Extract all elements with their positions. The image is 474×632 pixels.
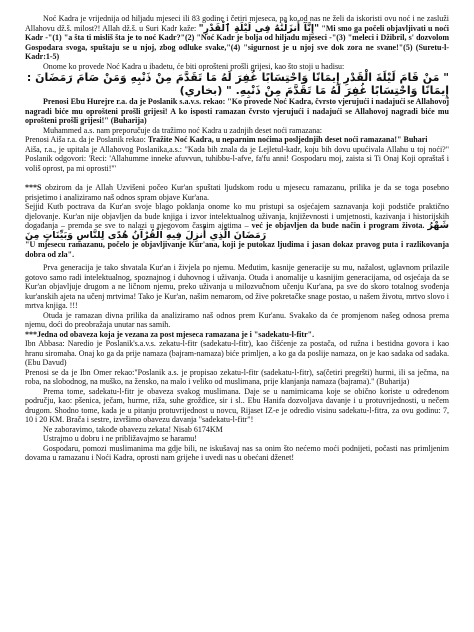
hadith2-source: Buhari <box>401 135 428 144</box>
sadaka-paragraph-2: Prenosi se da je Ibn Omer rekao:"Poslanik a.s. je propisao zekatu-l-fitr (sadekatu-l-fitr), sa(četiri pregršti) hurmi, ili sa ječma, na roba, na slobodnog, na muško, na žensko, na malo i veliko od muslimana, prije klanjanja namaza (bajrama)." (Buharija) <box>25 367 449 386</box>
closing-dua: Gospodaru, pomozi muslimanima ma gdje bili, ne iskušavaj nas sa onim što nećemo moći podnijeti, počasti nas primljenim dovama u ramazanu i Noći Kadra, oprosti nam grijehe i uvedi nas u obećani dženet! <box>25 443 449 462</box>
hadith1-arabic-line2: إِيمَانًا وَاحْتِسَابًا غُفِرَ لَهُ مَا تَقَدَّمَ مِنْ ذَنْبِهِ. " (بخاري) <box>179 84 449 97</box>
sadaka-paragraph-3: Prema tome, sadekatu-l-fitr je obaveza svakog muslimana. Daje se u namirnicama koje se obično koriste u određenom području, kao: pšenica, ječam, hurme, riža, suhe grožđice, sir i sl.. Ebu Hanifa dozvoljava davanje i u protuvrijednosti, u nečem drugom. Shodno tome, kada je u pitanju protuvrijednost u novcu, Rijaset IZ-e je odredio visinu sadekatu-l-fitra, za ovu godinu: 7, 10 i 20 KM. Brača i sestre, izvršimo obavezu davanja "sadekatu-l-fitr"! <box>25 386 449 424</box>
closing-line-1: Ustrajmo u dobru i ne približavajmo se haramu! <box>43 434 197 443</box>
intro-text: Noć Kadra je vrijednija od hiljadu mjeseci ili 83 godine i četiri mjeseca, pa ko od nas ne želi da iskoristi ovu noć i ne zasluži Allahovu dž.š. milost?! Allah dž.š. u Suri Kadr kaže: <box>25 14 449 33</box>
hadith2-text-bold: Tražite Noć Kadra, u neparnim noćima posljednjih deset noći ramazana!" <box>147 135 402 144</box>
ayah-arabic: "إِنَّآ أَنزَلْنَٰهُ فِى لَيْلَةِ ٱلْقَدْرِ" <box>198 22 320 34</box>
hadith1-arabic-line1: " مَنْ قَامَ لَيْلَةَ الْقَدْرِ إِيمَانًا وَاحْتِسَابًا غُفِرَ لَهُ مَا تَقَدَّمَ مِنْ ذَنْبِهِ وَمَنْ صَامَ رَمَضَانَ : <box>26 71 449 84</box>
sadaka-heading: ***Jedna od obaveza koja je vezana za post mjeseca ramazana je i "sadekatu-l-fitr". <box>25 329 315 339</box>
hadith2-dua-text: Aiša, r.a., je upitala je Allahovog Poslanika,a.s.: "Kada bih znala da je Lejletul-kadr, koju bih dovu upućivala Allahu u toj noći?" Poslanik odgovori: 'Reci: 'Allahumme inneke afuvvun, tuhibbu-l-afve, fa'fu anni! Gospodaru moj, zaista si Ti Onaj Koji opraštaš i voliš oprost, pa mi oprosti!'" <box>25 144 449 173</box>
ayah-translation: "Mi smo ga počeli objavljivati u noći Kadr -"(1) "a šta ti misliš šta je to noć Kadr?"(2) "Noć Kadr je bolja od hiljadu mjeseci -"(3) "meleci i Džibril, s' dozvolom Gospodara svoga, spuštaju se u njoj, zbog odluke svake,"(4) "sigurnost je u njoj sve dok zora ne svane!"(5) (Suretu-l-Kadr:1-5) <box>25 23 450 61</box>
hadith2-text-plain: Prenosi Aiša r.a. da je Poslanik rekao: <box>25 135 148 144</box>
quran-paragraph-1 <box>25 183 449 202</box>
hadith1-intro: Onome ko provede Noć Kadra u ibadetu, će biti oprošteni prošli grijesi, kao što stoji u hadisu: <box>43 61 345 71</box>
hadith1-translation: Prenosi Ebu Hurejre r.a. da je Poslanik s.a.v.s. rekao: "Ko provede Noć Kadra, čvrsto vjerujući i nadajući se Allahovoj nagradi biće mu oprošteni prošli grijesi! A ko isposti ramazan čvrsto vjerujući i nadajući se Allahovoj nagradi biće mu oprošteni prošli grijesi!" (Buharija) <box>25 97 449 125</box>
quran-p2-arabic: شَهْرُ رَمَضَانَ الَّذِي أُنزِلَ فِيهِ الْقُرْآنُ هُدًى لِلنَّاسِ وَبَيِّنَاتٍ مِنَ <box>25 220 450 241</box>
quran-p2-bold: već je objavljen da bude način i program života. <box>251 221 425 230</box>
quran-paragraph-4: Otuda je ramazan divna prilika da analiziramo naš odnos prem Kur'anu. Svakako da će promjenom našeg odnosa prema njemu, doći do preobražaja unutar nas samih. <box>25 310 449 329</box>
quran-p1-text: obzirom da je Allah Uzvišeni počeo Kur'an spuštati ljudskom rodu u mjesecu ramazanu, prilika je da se toga posebno prisjetimo i analiziramo naš odnos spram objave Kur'ana. <box>25 183 449 202</box>
quran-p2-text: Sejjid Kutb poctrava da Kur'an svoje blago poklanja onome ko mu pristupi sa osjećajem saznavanja koji podstiče praktično djelovanje. Kur'an nije objavljen da bude knjiga i izvor intelektualnog uživanja, književnosti i umjetnosti, kazivanja i historijskih događanja – premda se sve to nalazi u njegovom časnim ajetima – <box>25 202 449 230</box>
hadith2-intro: Muhammed a.s. nam preporučuje da tražimo noć Kadra u zadnjih deset noći ramazana: <box>43 125 322 135</box>
sadaka-paragraph-1: Ibn Abbasa: Naredio je Poslanik's.a.v.s. zekatu-l-fitr (sadekatu-l-fitr), kao čišćenje za postača, od ružna i bestidna govora i kao hranu siromaha. Onaj ko ga da prije namaza (bajram-namaza) biće primljen, a ko ga da poslije namaza, on je kao sadaka od sadaka. (Ebu Davud) <box>25 339 449 367</box>
quran-p2-translation: "U mjesecu ramazanu, počelo je objavljivanje Kur'ana, koji je putokaz ljudima i jasan dokaz pravog puta i razlikovanja dobra od zla". <box>25 240 449 259</box>
quran-p1-marker: ***S <box>25 183 42 192</box>
quran-paragraph-3: Prva generacija je tako shvatala Kur'an i živjela po njemu. Međutim, kasnije generacije su mu, nažalost, uglavnom prilazile gotovo samo radi intelektualnog, spoznajnog i duhovnog i uživanja. Otuda i anomalije u kasnijim generacijama, od osjećaja da se Kur'an objavljuje drugom a ne ličnom njemu, preko uživanja u milozvučnom učenju Kur'ana, pa sve do skoro totalnog svođenja kur'anskih ajeta na učenj mrtvima! Tako je Kur'an, našim nemarom, od žive pokretačke snage postao, u našem životu, mrtvo slovo i mrtva knjiga. !!! <box>25 263 449 310</box>
zekat-reminder: Ne zaboravimo, takođe obavezu zekata! Nisab 6174KM <box>43 424 223 434</box>
hadith2-paragraph <box>25 135 449 145</box>
section-spacer <box>25 173 449 183</box>
intro-paragraph <box>25 14 449 62</box>
quran-paragraph-2 <box>25 202 449 240</box>
